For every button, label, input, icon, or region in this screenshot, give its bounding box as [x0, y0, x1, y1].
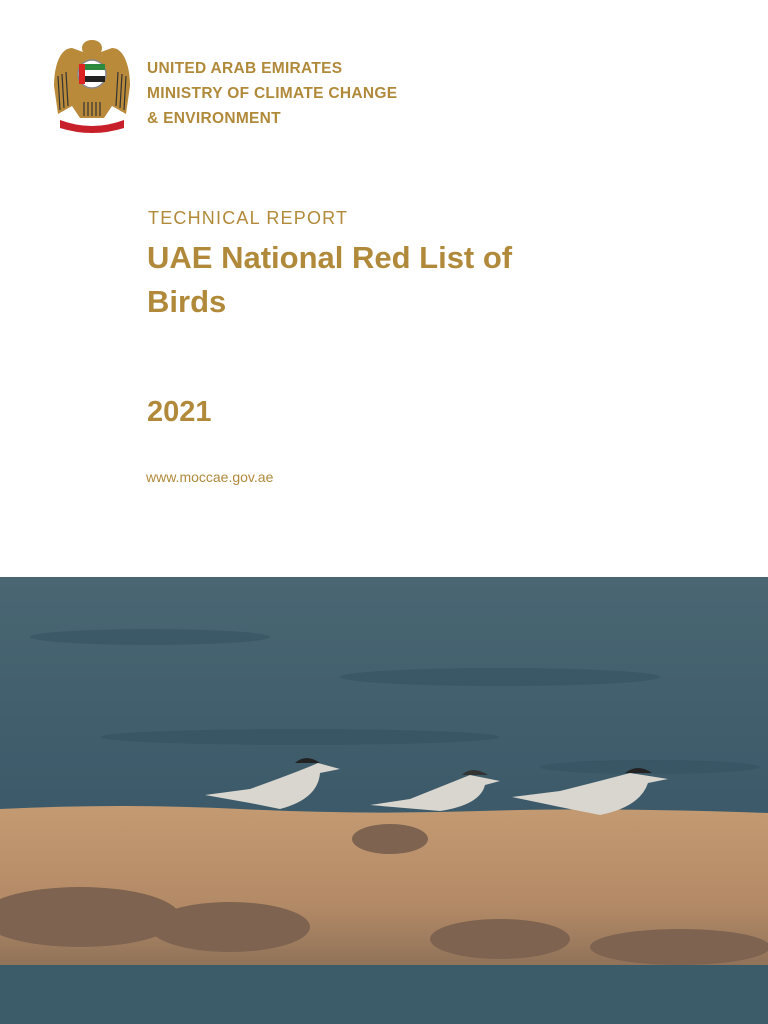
ministry-line: UNITED ARAB EMIRATES	[147, 60, 343, 77]
website-link[interactable]: www.moccae.gov.ae	[146, 469, 274, 485]
report-title: UAE National Red List of Birds	[147, 240, 513, 319]
ministry-name	[147, 56, 397, 131]
ministry-line: & ENVIRONMENT	[147, 110, 281, 127]
report-year: 2021	[147, 396, 212, 428]
uae-emblem-logo	[50, 36, 134, 136]
ministry-line: MINISTRY OF CLIMATE CHANGE	[147, 85, 398, 102]
cover-photo-terns-on-sandbar	[0, 577, 768, 1024]
report-type: TECHNICAL REPORT	[148, 208, 349, 228]
